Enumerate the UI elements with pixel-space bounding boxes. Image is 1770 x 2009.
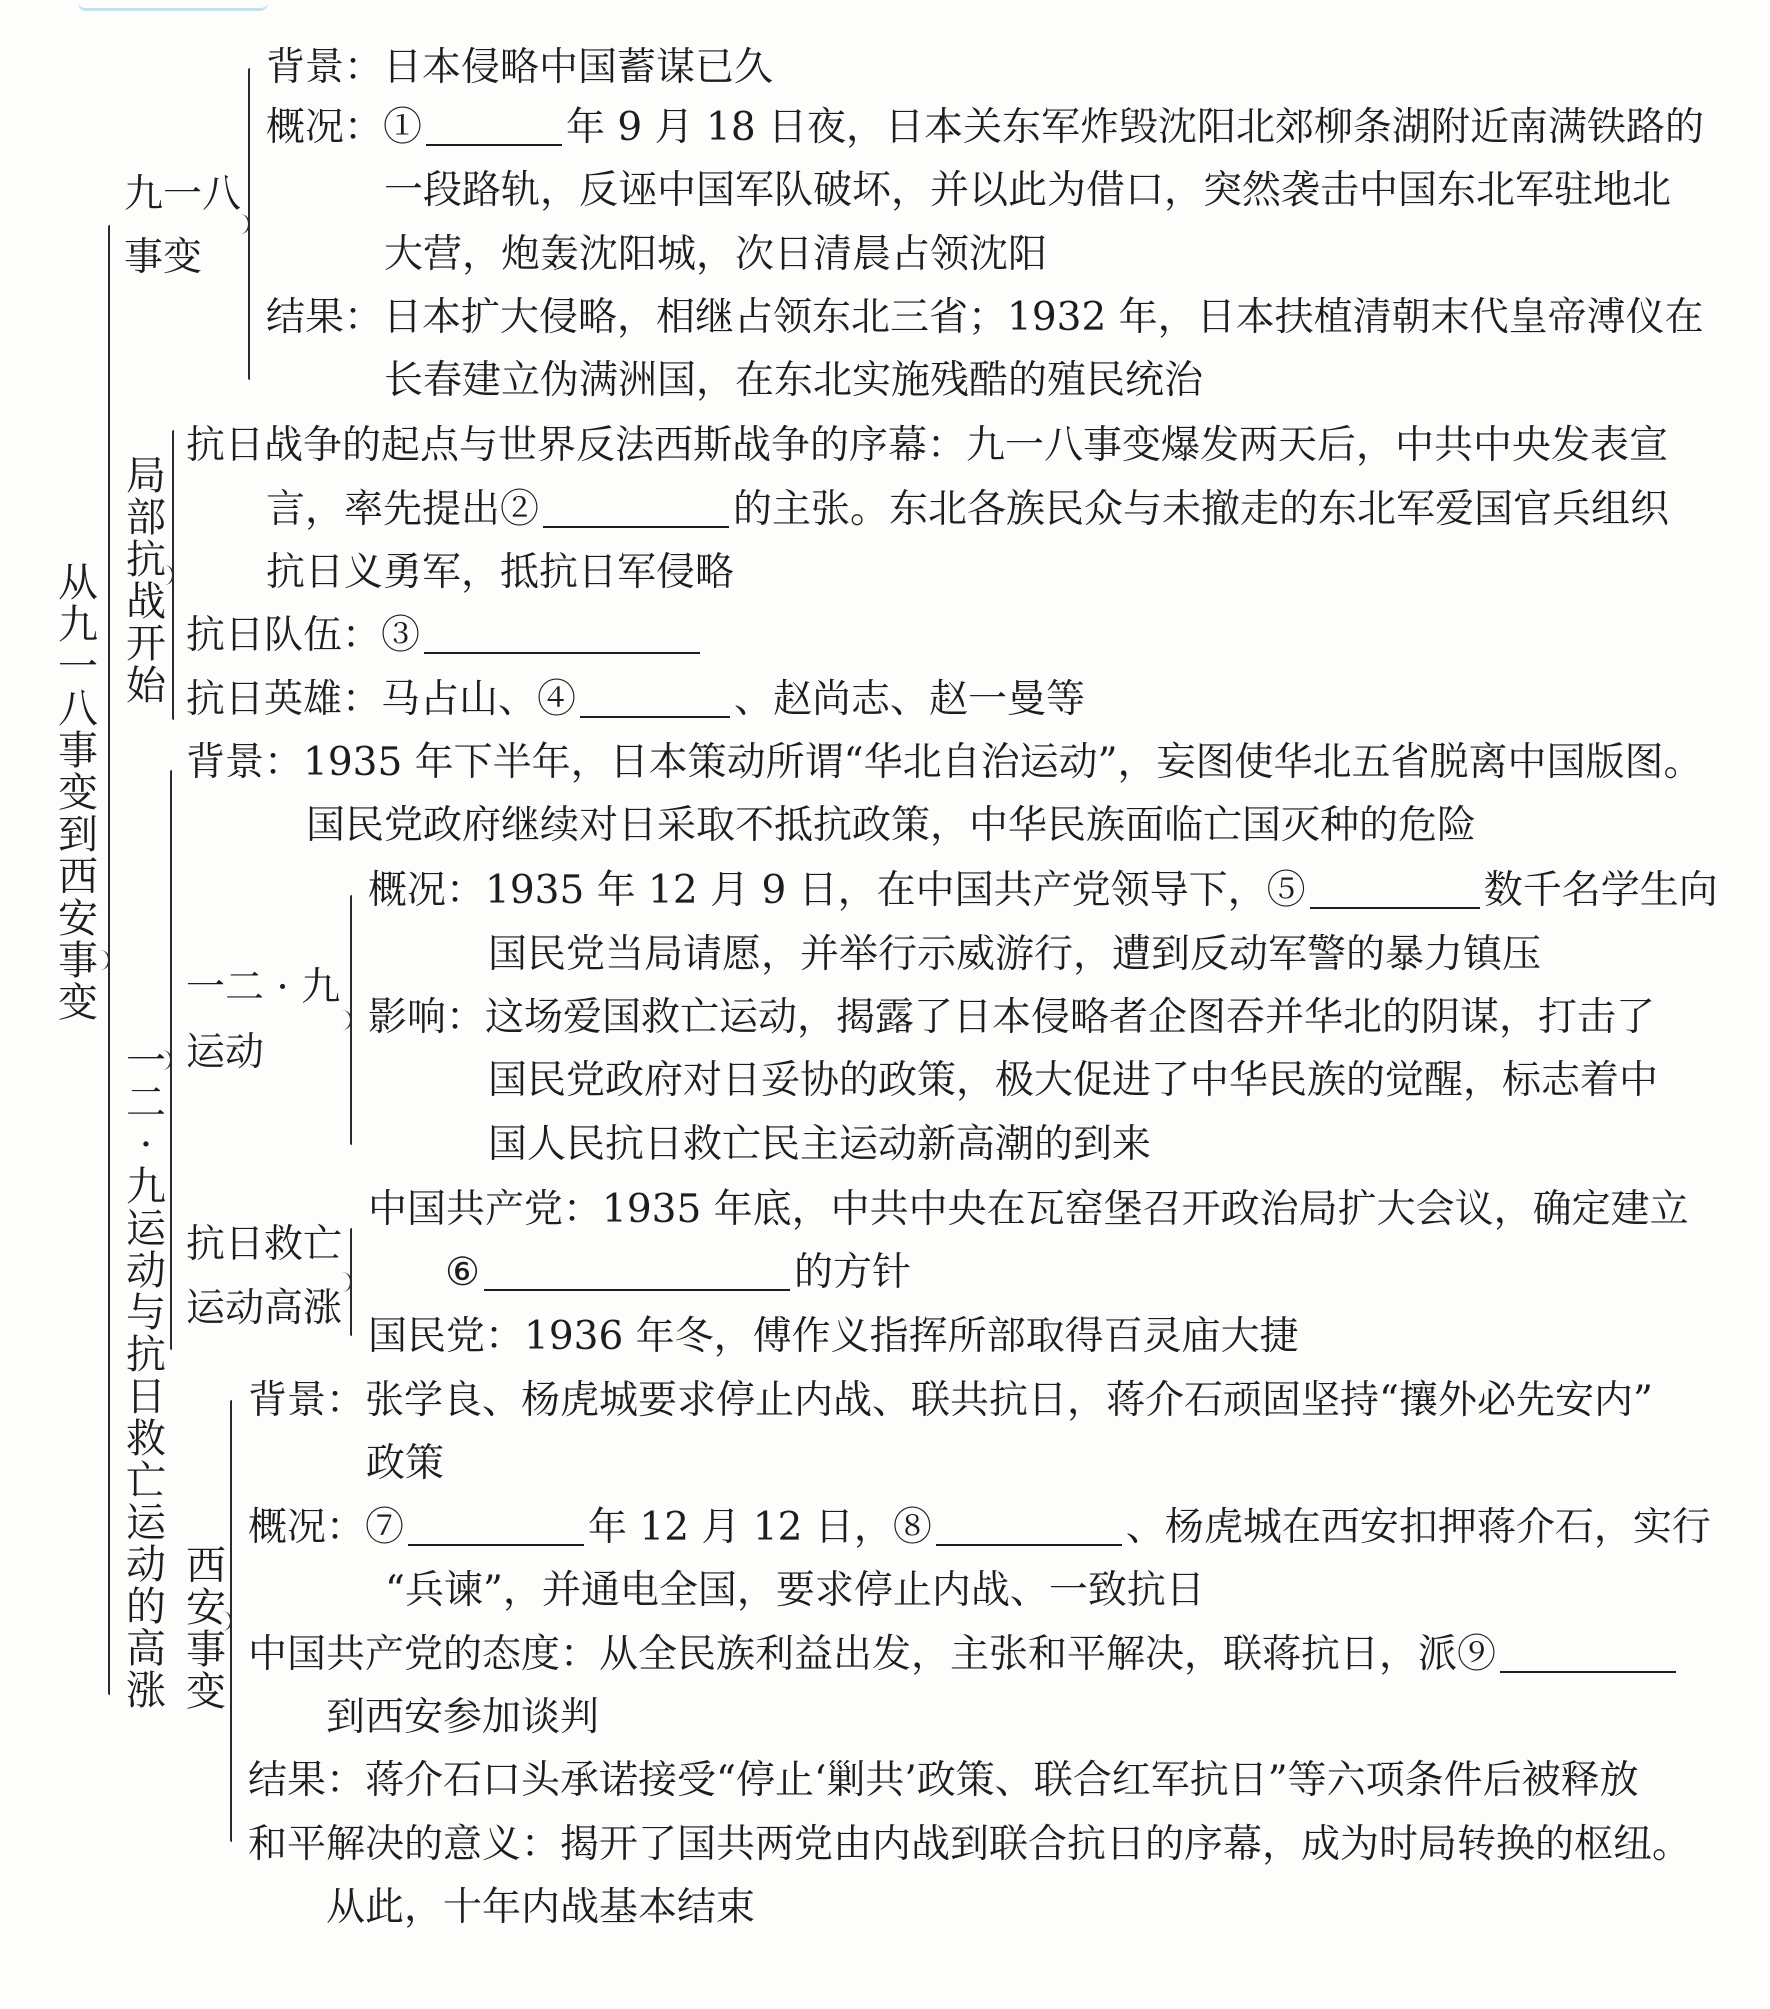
s1-overview-line3: 大营，炮轰沈阳城，次日清晨占领沈阳 bbox=[384, 232, 1048, 277]
s1-label-line1: 九一八 bbox=[124, 172, 242, 217]
s2-start-line3: 抗日义勇军，抵抗日军侵略 bbox=[266, 550, 735, 595]
s4-overview-line1: 概况：⑦ 年 12 月 12 日，⑧ 、杨虎城在西安扣押蒋介石，实行 bbox=[248, 1505, 1711, 1550]
s3-rise-kmt: 国民党：1936 年冬，傅作义指挥所部取得百灵庙大捷 bbox=[368, 1314, 1299, 1359]
s2-heroes: 抗日英雄：马占山、④ 、赵尚志、赵一曼等 bbox=[186, 677, 1086, 722]
s3-bracket bbox=[170, 770, 172, 1350]
s1-overview-line2: 一段路轨，反诬中国军队破坏，并以此为借口，突然袭击中国东北军驻地北 bbox=[384, 168, 1672, 213]
s4-label: 西安事变 bbox=[186, 1543, 226, 1715]
s4-significance-line2: 从此，十年内战基本结束 bbox=[326, 1885, 756, 1930]
blank-4[interactable] bbox=[580, 682, 730, 718]
s4-bracket bbox=[230, 1400, 232, 1842]
s1-label-line2: 事变 bbox=[124, 235, 203, 280]
s2-label: 局部抗战开始 bbox=[126, 453, 166, 709]
blank-1[interactable] bbox=[426, 110, 562, 146]
root-bracket bbox=[108, 225, 110, 1695]
root-title: 从九一八事变到西安事变 bbox=[58, 560, 98, 1026]
s4-attitude-line2: 到西安参加谈判 bbox=[326, 1695, 600, 1740]
s2-start-line1: 抗日战争的起点与世界反法西斯战争的序幕：九一八事变爆发两天后，中共中央发表宣 bbox=[186, 423, 1669, 468]
s3-129-influence-line1: 影响：这场爱国救亡运动，揭露了日本侵略者企图吞并华北的阴谋，打击了 bbox=[368, 995, 1656, 1040]
s4-attitude-line1: 中国共产党的态度：从全民族利益出发，主张和平解决，联蒋抗日，派⑨ bbox=[248, 1632, 1680, 1678]
s4-background-line1: 背景：张学良、杨虎城要求停止内战、联共抗日，蒋介石顽固坚持“攘外必先安内” bbox=[248, 1378, 1653, 1423]
blank-9[interactable] bbox=[1500, 1637, 1676, 1673]
s3-background-line1: 背景：1935 年下半年，日本策动所谓“华北自治运动”，妄图使华北五省脱离中国版图。 bbox=[186, 740, 1703, 785]
s3-background-line2: 国民党政府继续对日采取不抵抗政策，中华民族面临亡国灭种的危险 bbox=[306, 803, 1477, 848]
s3-129-label-line1: 一二 · 九 bbox=[186, 965, 341, 1010]
s3-129-influence-line2: 国民党政府对日妥协的政策，极大促进了中华民族的觉醒，标志着中 bbox=[488, 1058, 1659, 1103]
blank-8[interactable] bbox=[936, 1510, 1122, 1546]
s3-label: 一二·九运动与抗日救亡运动的高涨 bbox=[126, 1038, 166, 1714]
s1-result-line1: 结果：日本扩大侵略，相继占领东北三省；1932 年，日本扶植清朝末代皇帝溥仪在 bbox=[266, 295, 1704, 340]
blank-2[interactable] bbox=[543, 492, 729, 528]
s3-129-label-line2: 运动 bbox=[186, 1030, 265, 1075]
s1-result-line2: 长春建立伪满洲国，在东北实施残酷的殖民统治 bbox=[384, 358, 1204, 403]
s4-background-line2: 政策 bbox=[366, 1441, 445, 1486]
blank-6[interactable] bbox=[484, 1255, 790, 1291]
s1-bracket bbox=[248, 68, 250, 380]
s2-start-line2: 言，率先提出② 的主张。东北各族民众与未撤走的东北军爱国官兵组织 bbox=[266, 487, 1670, 532]
s3-129-overview-line2: 国民党当局请愿，并举行示威游行，遭到反动军警的暴力镇压 bbox=[488, 932, 1542, 977]
s3-129-bracket bbox=[350, 895, 352, 1145]
s4-overview-line2: “兵谏”，并通电全国，要求停止内战、一致抗日 bbox=[385, 1568, 1205, 1613]
s3-129-influence-line3: 国人民抗日救亡民主运动新高潮的到来 bbox=[488, 1122, 1152, 1167]
s3-129-overview-line1: 概况：1935 年 12 月 9 日，在中国共产党领导下，⑤ 数千名学生向 bbox=[368, 868, 1718, 913]
s4-significance-line1: 和平解决的意义：揭开了国共两党由内战到联合抗日的序幕，成为时局转换的枢纽。 bbox=[248, 1822, 1692, 1867]
s1-background: 背景：日本侵略中国蓄谋已久 bbox=[266, 45, 774, 90]
s3-rise-label-line2: 运动高涨 bbox=[186, 1286, 343, 1331]
blank-7[interactable] bbox=[408, 1510, 584, 1546]
s3-rise-ccp-line1: 中国共产党：1935 年底，中共中央在瓦窑堡召开政治局扩大会议，确定建立 bbox=[368, 1187, 1689, 1232]
top-decoration bbox=[78, 0, 268, 11]
s3-rise-label-line1: 抗日救亡 bbox=[186, 1222, 343, 1267]
s4-result: 结果：蒋介石口头承诺接受“停止‘剿共’政策、联合红军抗日”等六项条件后被释放 bbox=[248, 1758, 1639, 1803]
s3-rise-bracket bbox=[350, 1228, 352, 1336]
blank-5[interactable] bbox=[1310, 873, 1480, 909]
s1-overview-line1: 概况：① 年 9 月 18 日夜，日本关东军炸毁沈阳北郊柳条湖附近南满铁路的 bbox=[266, 105, 1705, 150]
blank-3[interactable] bbox=[424, 618, 700, 654]
s3-rise-ccp-line2: ⑥ 的方针 bbox=[445, 1250, 911, 1295]
s2-team: 抗日队伍：③ bbox=[186, 613, 704, 659]
s2-bracket bbox=[172, 430, 174, 720]
